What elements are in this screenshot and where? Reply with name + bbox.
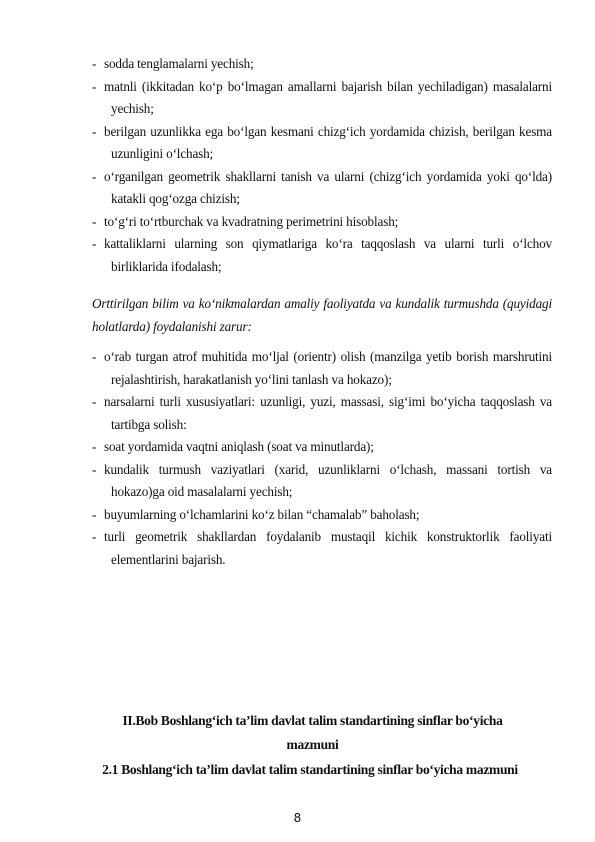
list-item [92, 459, 552, 504]
list-item-text: berilgan uzunlikka ega bo‘lgan kesmani chizg‘ich yordamida chizish, berilgan kesma uzunligini o‘lchash; [104, 123, 552, 161]
list-item [92, 211, 552, 234]
list-dash: - [92, 394, 97, 409]
list-dash: - [92, 506, 97, 522]
page-number: 8 [293, 811, 302, 825]
chapter-heading-line1: II.Bob Boshlang‘ich ta’lim davlat talim standartining sinflar bo‘yicha [122, 713, 503, 728]
list-dash: - [92, 236, 97, 251]
list-dash: - [92, 123, 97, 139]
list-item [92, 233, 552, 278]
list-item-text: narsalarni turli xususiyatlari: uzunligi, yuzi, massasi, sig‘imi bo‘yicha taqqoslash va tartibga solish: [104, 394, 552, 432]
list-dash: - [92, 213, 97, 229]
list-dash: - [92, 529, 97, 544]
list-item [92, 436, 552, 459]
list-item-text: to‘g‘ri to‘rtburchak va kvadratning perimetrini hisoblash; [104, 213, 399, 229]
list-item-text: kundalik turmush vaziyatlari (xarid, uzunliklarni o‘lchash, massani tortish va hokazo)ga oid masalalarni yechish; [104, 461, 552, 499]
list-dash: - [92, 168, 97, 184]
list-item [92, 346, 552, 391]
list-item [92, 504, 552, 527]
list-item [92, 121, 552, 166]
list-item [92, 53, 552, 76]
list-item [92, 391, 552, 436]
list-item-text: kattaliklarni ularning son qiymatlariga ko‘ra taqqoslash va ularni turli o‘lchov birliklarida ifodalash; [104, 236, 552, 274]
practical-skills-list [92, 346, 552, 571]
list-item [92, 166, 552, 211]
list-dash: - [92, 439, 97, 454]
list-dash: - [92, 461, 97, 477]
list-item-text: turli geometrik shakllardan foydalanib mustaqil kichik konstruktorlik faoliyati elementlarini bajarish. [104, 529, 552, 567]
chapter-heading-line2: mazmuni [286, 737, 339, 752]
list-item-text: soat yordamida vaqtni aniqlash (soat va minutlarda); [104, 439, 374, 454]
list-item-text: o‘rab turgan atrof muhitida mo‘ljal (orientr) olish (manzilga yetib borish marshrutini rejalashtirish, harakatlanish yo‘lini tanlash va hokazo); [104, 349, 552, 387]
list-dash: - [92, 78, 97, 94]
italic-intro-paragraph: Orttirilgan bilim va ko‘nikmalardan amaliy faoliyatda va kundalik turmushda (quyidagi holatlarda) foydalanishi zarur: [92, 296, 552, 334]
list-item [92, 76, 552, 121]
list-item-text: o‘rganilgan geometrik shakllarni tanish va ularni (chizg‘ich yordamida yoki qo‘lda) katakli qog‘ozga chizish; [104, 168, 552, 206]
list-item [92, 526, 552, 571]
list-dash: - [92, 349, 97, 364]
list-item-text: buyumlarning o‘lchamlarini ko‘z bilan “chamalab” baholash; [104, 506, 420, 522]
list-item-text: sodda tenglamalarni yechish; [104, 56, 254, 71]
list-item-text: matnli (ikkitadan ko‘p bo‘lmagan amallarni bajarish bilan yechiladigan) masalalarni yechish; [104, 78, 552, 116]
requirements-list [92, 53, 552, 278]
list-dash: - [92, 56, 97, 71]
section-heading: 2.1 Boshlang‘ich ta’lim davlat talim standartining sinflar bo‘yicha mazmuni [102, 762, 518, 777]
